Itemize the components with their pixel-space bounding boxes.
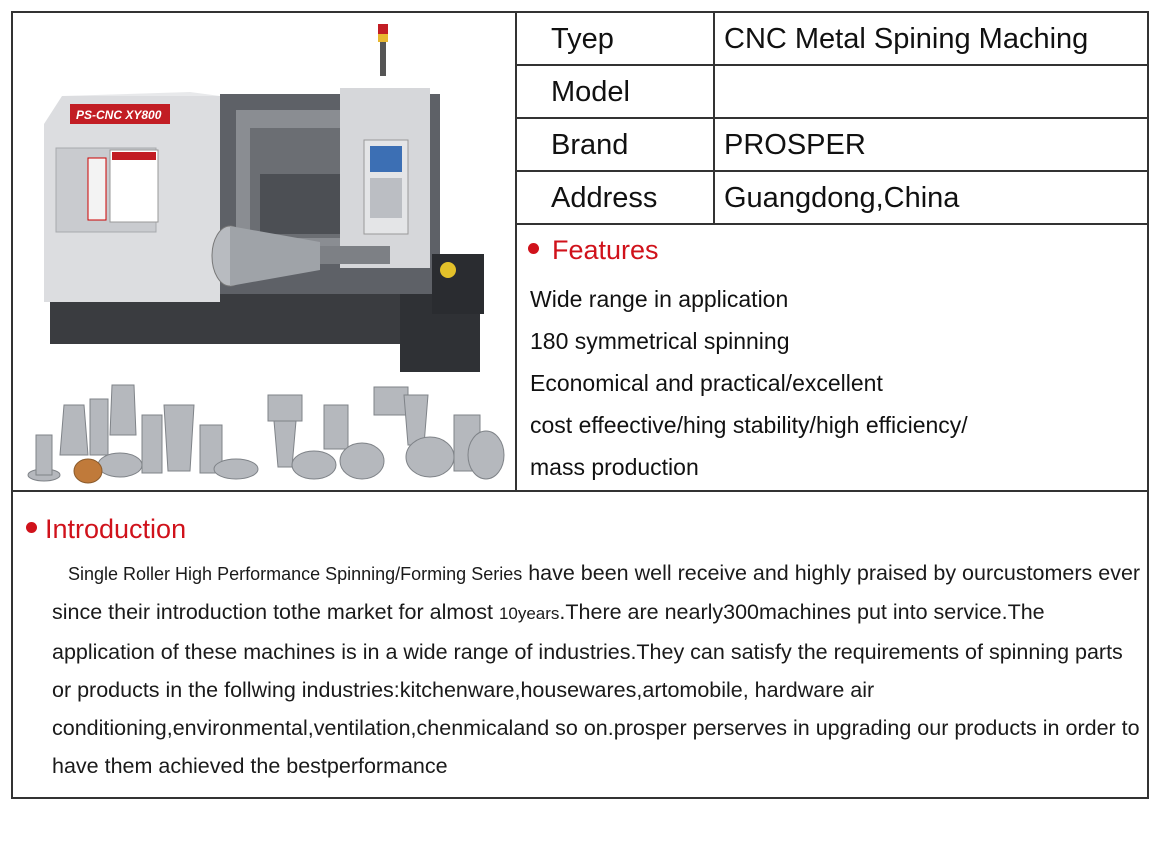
spun-parts-image <box>24 375 512 487</box>
intro-part-1: have been well receive and highly praised by ourcustomers ever since their introduction tothe market for almost <box>52 561 1141 624</box>
spec-label: Model <box>551 76 630 108</box>
list-item: Economical and practical/excellent <box>530 370 883 396</box>
spec-label: Tyep <box>551 23 614 55</box>
section-divider <box>11 490 1149 492</box>
spec-label: Address <box>551 182 658 214</box>
introduction-text <box>52 554 1147 785</box>
introduction-heading <box>26 511 186 547</box>
spec-divider <box>713 119 715 170</box>
list-item: Wide range in application <box>530 286 789 312</box>
bullet-dot-icon <box>528 243 539 254</box>
intro-years: 10years <box>498 604 560 623</box>
introduction-heading-text: Introduction <box>45 514 187 544</box>
spec-row-type <box>517 13 1147 66</box>
spec-value: CNC Metal Spining Maching <box>724 23 1089 55</box>
spec-divider <box>713 66 715 117</box>
spec-label: Brand <box>551 129 629 161</box>
spec-divider <box>713 13 715 64</box>
spec-divider <box>713 172 715 223</box>
spec-row-brand <box>517 119 1147 172</box>
list-item: 180 symmetrical spinning <box>530 328 790 354</box>
spec-value: PROSPER <box>724 129 866 161</box>
spec-value: Guangdong,China <box>724 182 960 214</box>
cnc-machine-image <box>40 24 492 374</box>
list-item: cost effeective/hing stability/high efficiency/ <box>530 412 968 438</box>
features-heading-text: Features <box>552 235 659 265</box>
spec-table <box>517 13 1147 225</box>
spec-row-address <box>517 172 1147 225</box>
bullet-dot-icon <box>26 522 37 533</box>
list-item: mass production <box>530 454 699 480</box>
features-heading <box>528 232 659 268</box>
intro-lead: Single Roller High Performance Spinning/Forming Series <box>68 564 523 584</box>
machine-badge: PS-CNC XY800 <box>76 108 162 122</box>
intro-part-2: .There are nearly300machines put into service.The application of these machines is in a wide range of industries.They can satisfy the requirements of spinning parts or products in the follwing industries:kitchenware,housewares,artomobile, hardware air conditioning,environmental,ventilation,chenmicaland so on.prosper perserves in upgrading our products in order to have them achieved the bestperformance <box>52 600 1140 778</box>
spec-row-model <box>517 66 1147 119</box>
features-list <box>530 278 968 488</box>
